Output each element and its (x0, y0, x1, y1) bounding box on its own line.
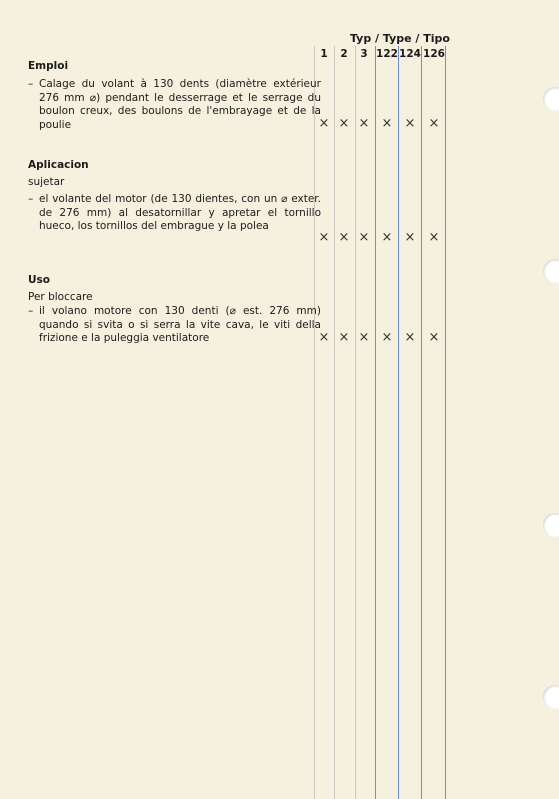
applicability-mark: × (358, 330, 370, 345)
applicability-mark: × (381, 116, 393, 131)
list-dash: – (28, 78, 34, 90)
applicability-mark: × (404, 230, 416, 245)
list-dash: – (28, 305, 34, 317)
binder-hole (543, 87, 559, 111)
section-subtitle-spanish: sujetar (28, 176, 65, 188)
section-subtitle-italian: Per bloccare (28, 291, 93, 303)
applicability-mark: × (404, 330, 416, 345)
list-dash: – (28, 193, 34, 205)
section-title-spanish: Aplicacion (28, 159, 89, 171)
applicability-mark: × (318, 230, 330, 245)
applicability-mark: × (338, 230, 350, 245)
section-text-french (28, 78, 321, 132)
column-divider (445, 46, 446, 799)
binder-hole (543, 513, 559, 537)
column-divider (398, 46, 399, 799)
applicability-mark: × (404, 116, 416, 131)
applicability-mark: × (318, 116, 330, 131)
applicability-mark: × (358, 230, 370, 245)
column-divider (375, 46, 376, 799)
column-header-126: 126 (423, 48, 445, 60)
column-header-124: 124 (399, 48, 421, 60)
column-header-2: 2 (340, 48, 348, 60)
section-title-italian: Uso (28, 274, 50, 286)
applicability-mark: × (358, 116, 370, 131)
paragraph-text: el volante del motor (de 130 dientes, con un ⌀ exter. de 276 mm) al desatornillar y apretar el tornillo hueco, los tornillos del embrague y la polea (39, 193, 321, 233)
column-header-122: 122 (376, 48, 398, 60)
column-header-1: 1 (320, 48, 328, 60)
applicability-mark: × (318, 330, 330, 345)
applicability-mark: × (428, 230, 440, 245)
section-text-italian (28, 305, 321, 346)
binder-hole (543, 259, 559, 283)
applicability-mark: × (381, 230, 393, 245)
column-header-3: 3 (360, 48, 368, 60)
column-divider (314, 46, 315, 799)
column-divider (355, 46, 356, 799)
section-text-spanish (28, 193, 321, 234)
column-divider (421, 46, 422, 799)
paragraph-text: Calage du volant à 130 dents (diamètre extérieur 276 mm ⌀) pendant le desserrage et le serrage du boulon creux, des boulons de l'embrayage et de la poulie (39, 78, 321, 131)
applicability-mark: × (338, 330, 350, 345)
applicability-mark: × (338, 116, 350, 131)
applicability-mark: × (381, 330, 393, 345)
applicability-mark: × (428, 330, 440, 345)
type-header: Typ / Type / Tipo (349, 32, 450, 45)
section-title-french: Emploi (28, 60, 69, 72)
column-divider (334, 46, 335, 799)
paragraph-text: il volano motore con 130 denti (⌀ est. 276 mm) quando si svita o si serra la vite cava, le viti della frizione e la puleggia ventilatore (39, 305, 321, 345)
binder-hole (543, 685, 559, 709)
applicability-mark: × (428, 116, 440, 131)
